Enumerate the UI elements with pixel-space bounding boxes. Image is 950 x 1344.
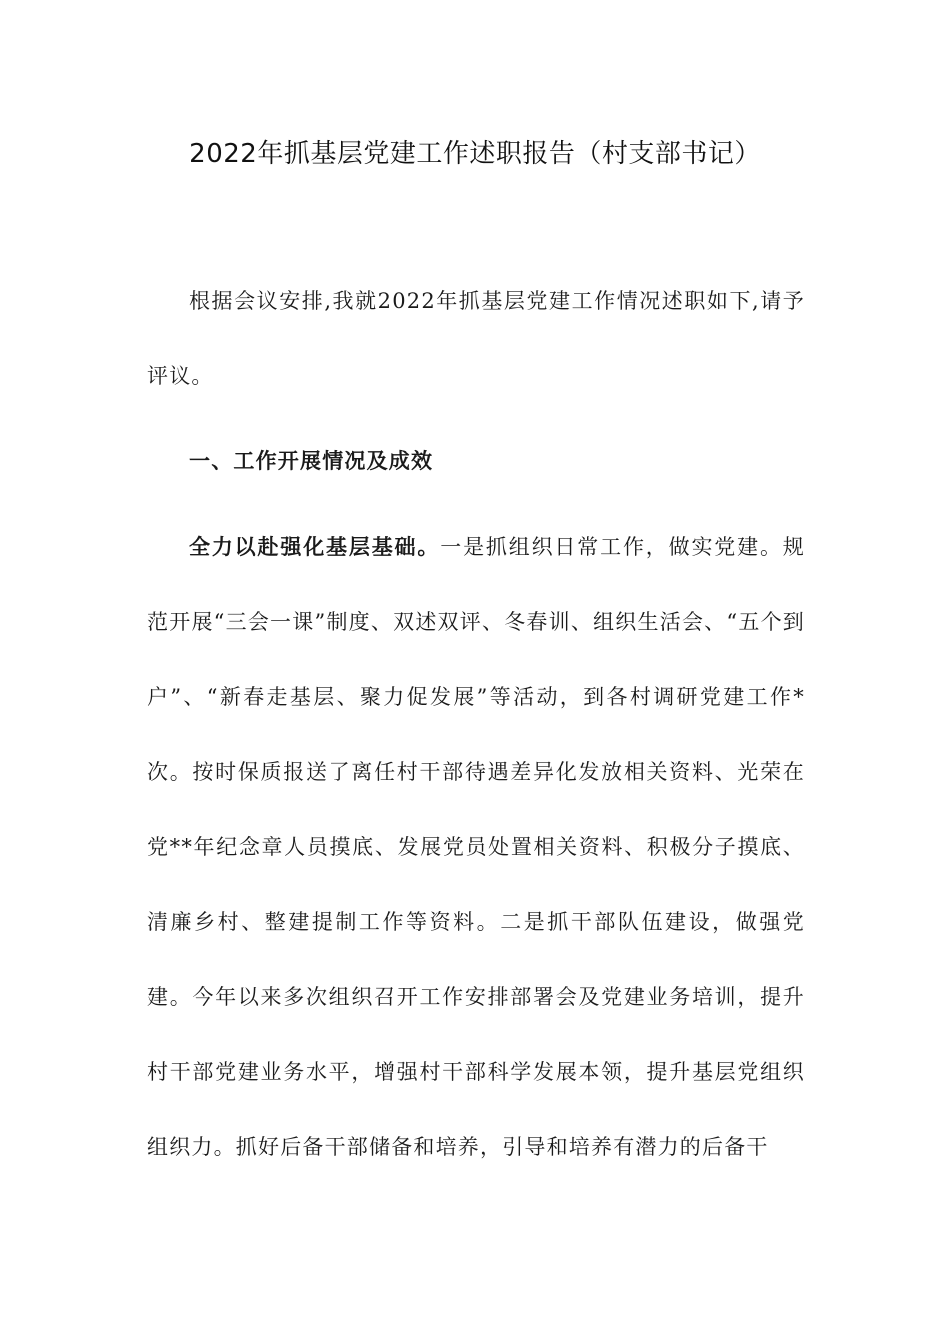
body-paragraph [147, 510, 805, 1185]
intro-paragraph: 根据会议安排,我就2022年抓基层党建工作情况述职如下,请予评议。 [147, 289, 805, 388]
document-title: 2022年抓基层党建工作述职报告（村支部书记） [189, 139, 761, 169]
paragraph-body: 一是抓组织日常工作，做实党建。规范开展“三会一课”制度、双述双评、冬春训、组织生活会、“五个到户”、“新春走基层、聚力促发展”等活动，到各村调研党建工作*次。按时保质报送了离任村干部待遇差异化发放相关资料、光荣在党**年纪念章人员摸底、发展党员处置相关资料、积极分子摸底、清廉乡村、整建提制工作等资料。二是抓干部队伍建设，做强党建。今年以来多次组织召开工作安排部署会及党建业务培训，提升村干部党建业务水平，增强村干部科学发展本领，提升基层党组织组织力。抓好后备干部储备和培养，引导和培养有潜力的后备干 [147, 535, 806, 1159]
paragraph-lead: 全力以赴强化基层基础。 [189, 535, 441, 559]
section-heading: 一、工作开展情况及成效 [189, 449, 434, 473]
